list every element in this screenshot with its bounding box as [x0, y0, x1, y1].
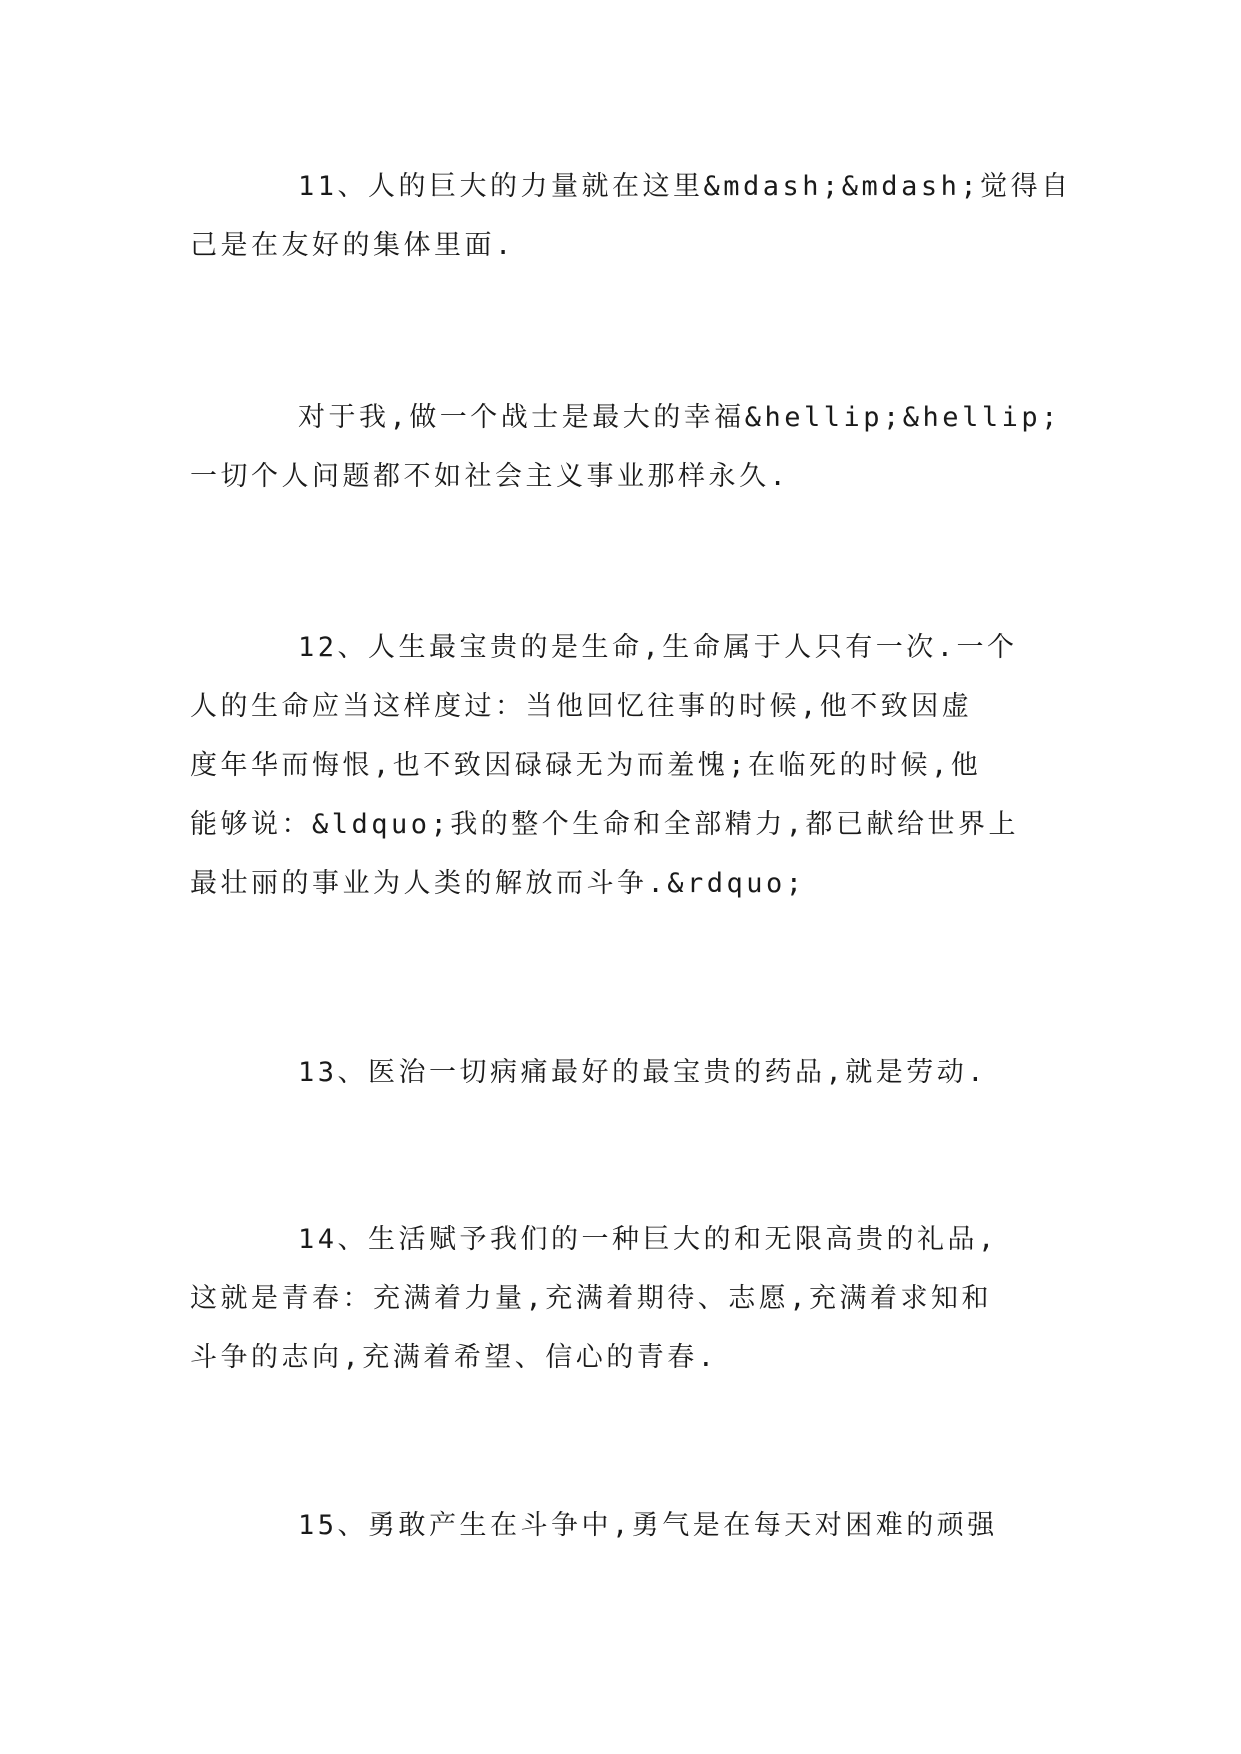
paragraph-line: 人的生命应当这样度过：当他回忆往事的时候,他不致因虚 [190, 691, 973, 722]
paragraph-line: 一切个人问题都不如社会主义事业那样永久. [190, 461, 790, 492]
paragraph-12 [190, 618, 1050, 913]
paragraph-14 [190, 1210, 1050, 1387]
paragraph-line: 这就是青春：充满着力量,充满着期待、志愿,充满着求知和 [190, 1283, 993, 1314]
paragraph-line: 己是在友好的集体里面. [190, 230, 515, 261]
paragraph-line: 15、勇敢产生在斗争中,勇气是在每天对困难的顽强 [298, 1510, 998, 1541]
paragraph-line: 度年华而悔恨,也不致因碌碌无为而羞愧;在临死的时候,他 [190, 750, 982, 781]
paragraph-15 [190, 1496, 1050, 1555]
paragraph-line: 对于我,做一个战士是最大的幸福&hellip;&hellip; [298, 402, 1061, 433]
paragraph-line: 能够说：&ldquo;我的整个生命和全部精力,都已献给世界上 [190, 809, 1020, 840]
paragraph-line: 11、人的巨大的力量就在这里&mdash;&mdash;觉得自 [298, 171, 1072, 202]
paragraph-line: 12、人生最宝贵的是生命,生命属于人只有一次.一个 [298, 632, 1018, 663]
paragraph-13 [190, 1043, 1050, 1102]
paragraph-soldier [190, 388, 1061, 506]
paragraph-line: 斗争的志向,充满着希望、信心的青春. [190, 1342, 718, 1373]
paragraph-line: 13、医治一切病痛最好的最宝贵的药品,就是劳动. [298, 1057, 988, 1088]
paragraph-line: 14、生活赋予我们的一种巨大的和无限高贵的礼品, [298, 1224, 998, 1255]
paragraph-line: 最壮丽的事业为人类的解放而斗争.&rdquo; [190, 868, 806, 899]
paragraph-11 [190, 157, 1072, 275]
